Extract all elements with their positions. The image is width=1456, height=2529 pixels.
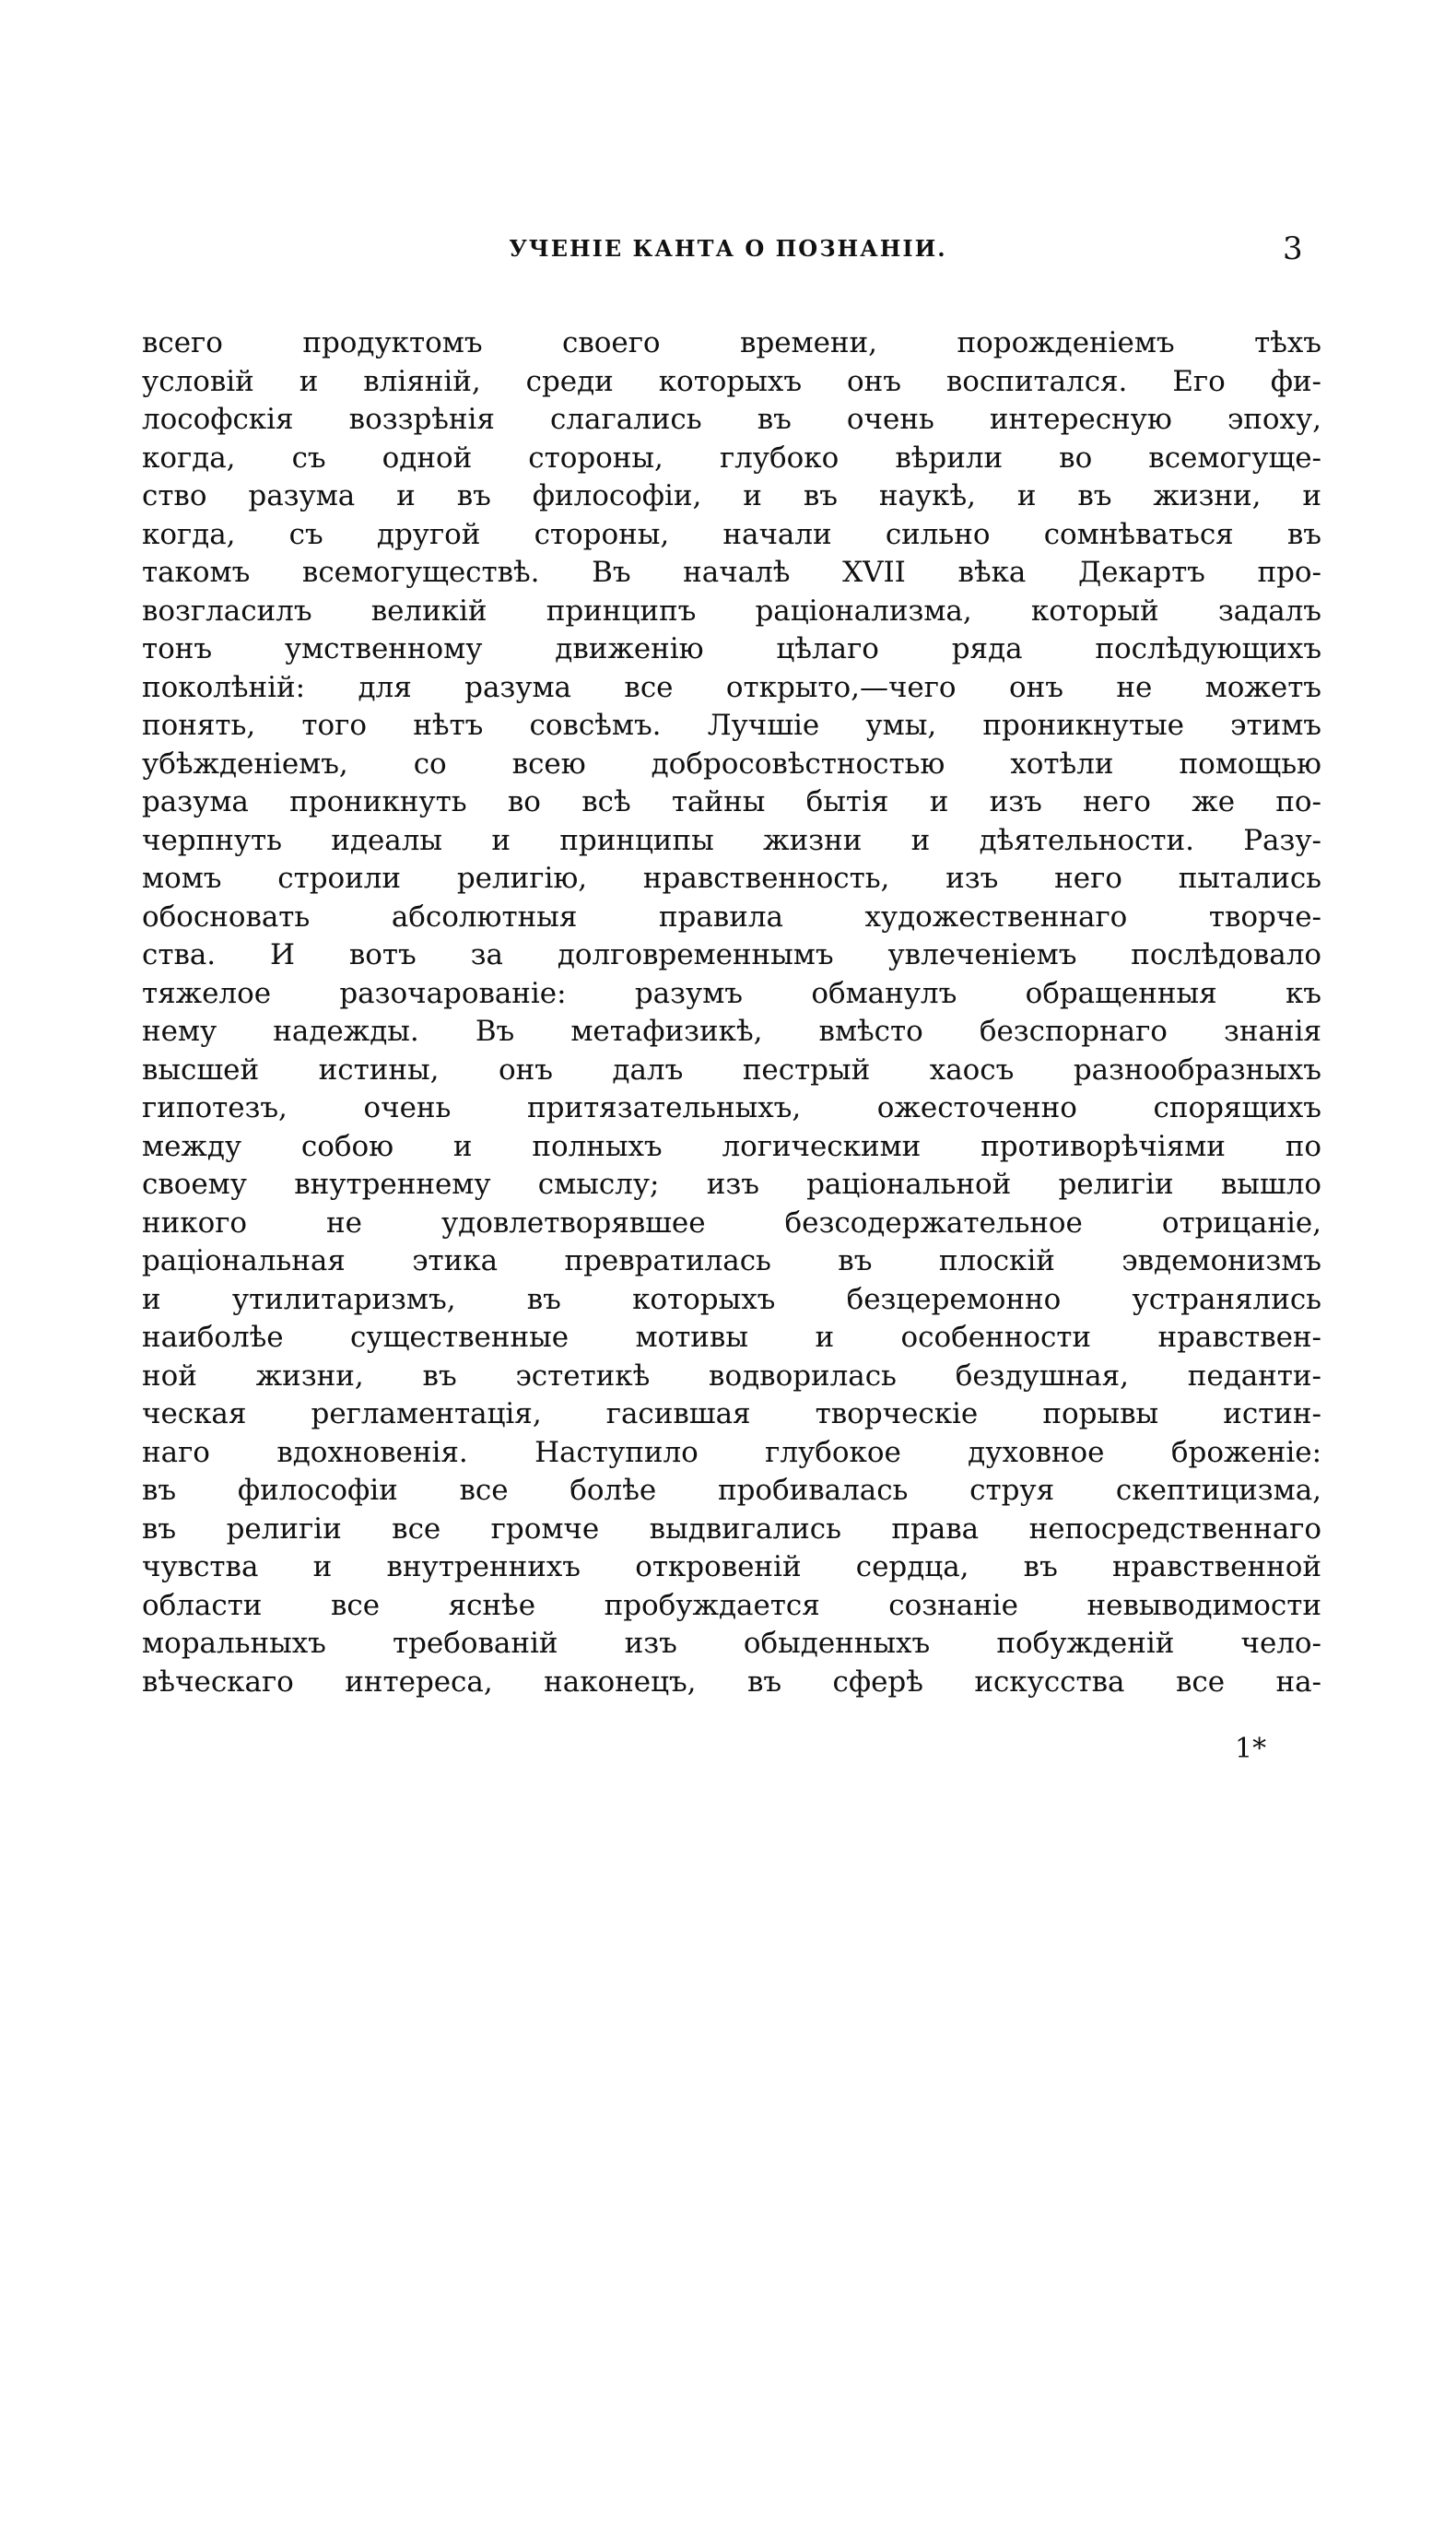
text-line: понять, того нѣтъ совсѣмъ. Лучшіе умы, проникнутые этимъ — [142, 709, 1321, 742]
text-line: высшей истины, онъ далъ пестрый хаосъ разнообразныхъ — [142, 1053, 1321, 1087]
text-line: въ религіи все громче выдвигались права непосредственнаго — [142, 1512, 1321, 1546]
text-line: наиболѣе существенные мотивы и особенности нравствен- — [142, 1321, 1321, 1354]
text-line: своему внутреннему смыслу; изъ раціональной религіи вышло — [142, 1168, 1321, 1201]
running-head: УЧЕНІЕ КАНТА О ПОЗНАНІИ. — [509, 235, 947, 262]
text-line: тонъ умственному движенію цѣлаго ряда послѣдующихъ — [142, 632, 1321, 665]
text-line: ство разума и въ философіи, и въ наукѣ, и въ жизни, и — [142, 479, 1321, 512]
text-line: чувства и внутреннихъ откровеній сердца, въ нравственной — [142, 1550, 1321, 1583]
signature-mark: 1* — [1235, 1733, 1267, 1765]
text-line: момъ строили религію, нравственность, изъ него пытались — [142, 862, 1321, 895]
text-line: наго вдохновенія. Наступило глубокое духовное броженіе: — [142, 1435, 1321, 1469]
text-line: никого не удовлетворявшее безсодержательное отрицаніе, — [142, 1206, 1321, 1240]
text-line: возгласилъ великій принципъ раціонализма, который задалъ — [142, 594, 1321, 628]
text-line: разума проникнуть во всѣ тайны бытія и изъ него же по- — [142, 785, 1321, 818]
text-line: когда, съ другой стороны, начали сильно сомнѣваться въ — [142, 517, 1321, 551]
text-line: въ философіи все болѣе пробивалась струя скептицизма, — [142, 1474, 1321, 1507]
text-line: когда, съ одной стороны, глубоко вѣрили во всемогуще- — [142, 441, 1321, 475]
text-line: тяжелое разочарованіе: разумъ обманулъ обращенныя къ — [142, 976, 1321, 1010]
text-line: такомъ всемогуществѣ. Въ началѣ XVII вѣка Декартъ про- — [142, 556, 1321, 589]
text-line: условій и вліяній, среди которыхъ онъ воспитался. Его фи- — [142, 364, 1321, 398]
text-line: гипотезъ, очень притязательныхъ, ожесточенно спорящихъ — [142, 1091, 1321, 1124]
text-line: ной жизни, въ эстетикѣ водворилась бездушная, педанти- — [142, 1359, 1321, 1393]
text-line: лософскія воззрѣнія слагались въ очень интересную эпоху, — [142, 403, 1321, 436]
text-line: области все яснѣе пробуждается сознаніе невыводимости — [142, 1588, 1321, 1622]
text-line: ческая регламентація, гасившая творческіе порывы истин- — [142, 1397, 1321, 1430]
text-line: ства. И вотъ за долговременнымъ увлеченіемъ послѣдовало — [142, 938, 1321, 971]
text-line: между собою и полныхъ логическими противорѣчіями по — [142, 1129, 1321, 1163]
body-text — [142, 324, 1321, 1701]
text-line: черпнуть идеалы и принципы жизни и дѣятельности. Разу- — [142, 823, 1321, 857]
text-line: обосновать абсолютныя правила художественнаго творче- — [142, 900, 1321, 934]
text-line: вѣческаго интереса, наконецъ, въ сферѣ искусства все на- — [142, 1664, 1321, 1699]
page-number: 3 — [1283, 230, 1303, 267]
text-line: и утилитаризмъ, въ которыхъ безцеремонно устранялись — [142, 1282, 1321, 1316]
text-line: моральныхъ требованій изъ обыденныхъ побужденій чело- — [142, 1627, 1321, 1660]
text-line: нему надежды. Въ метафизикѣ, вмѣсто безспорнаго знанія — [142, 1015, 1321, 1048]
text-line: убѣжденіемъ, со всею добросовѣстностью хотѣли помощью — [142, 747, 1321, 781]
text-line: раціональная этика превратилась въ плоскій эвдемонизмъ — [142, 1244, 1321, 1277]
text-line: всего продуктомъ своего времени, порожденіемъ тѣхъ — [142, 326, 1321, 359]
text-line: поколѣній: для разума все открыто,—чего онъ не можетъ — [142, 670, 1321, 704]
